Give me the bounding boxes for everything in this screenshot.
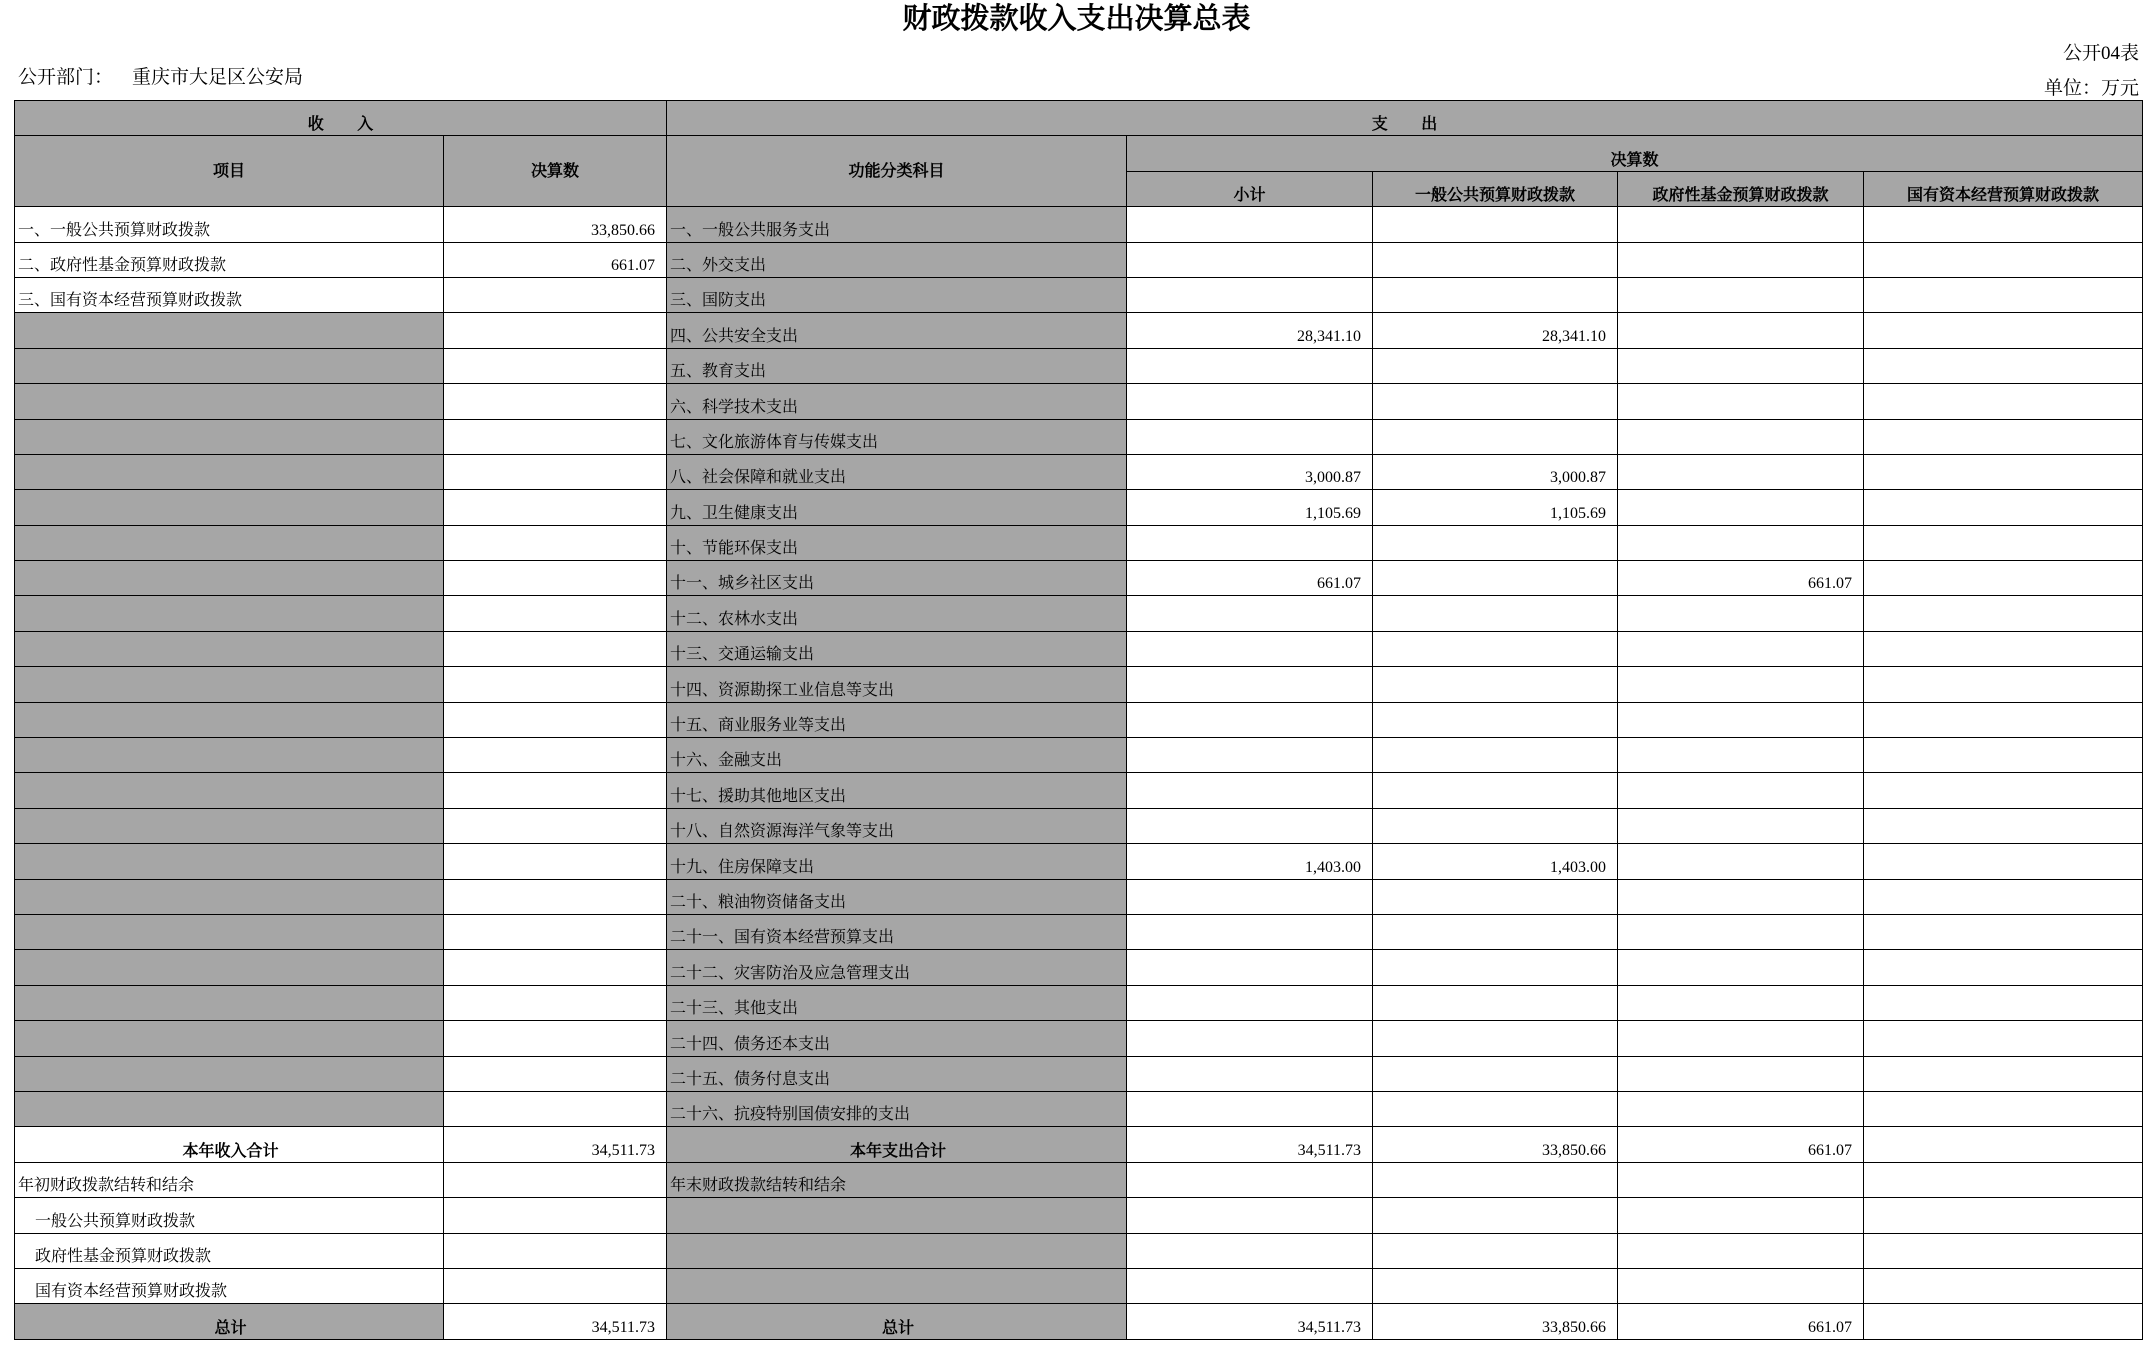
income-item-cell: [15, 844, 444, 879]
subtotal-cell: [1127, 1162, 1373, 1197]
state-capital-cell: [1864, 808, 2143, 843]
income-item-cell: [15, 631, 444, 666]
subtotal-cell: [1127, 207, 1373, 242]
gov-fund-cell: [1618, 773, 1864, 808]
income-item-cell: 年初财政拨款结转和结余: [15, 1162, 444, 1197]
expense-item-cell: 十五、商业服务业等支出: [667, 702, 1127, 737]
gov-fund-cell: [1618, 348, 1864, 383]
table-row: [15, 348, 2143, 383]
expense-item-cell: 八、社会保障和就业支出: [667, 454, 1127, 489]
expense-item-cell: 十七、援助其他地区支出: [667, 773, 1127, 808]
table-row: [15, 277, 2143, 312]
gov-fund-cell: 661.07: [1618, 1127, 1864, 1162]
expense-item-cell: 二、外交支出: [667, 242, 1127, 277]
state-capital-cell: [1864, 1304, 2143, 1339]
expense-item-cell: [667, 1198, 1127, 1233]
state-capital-cell: [1864, 1021, 2143, 1056]
income-amount-cell: [444, 1162, 667, 1197]
subtotal-cell: [1127, 384, 1373, 419]
income-item-cell: [15, 738, 444, 773]
income-amount-cell: [444, 844, 667, 879]
income-item-cell: [15, 1091, 444, 1126]
general-budget-cell: [1373, 1091, 1618, 1126]
subtotal-cell: 34,511.73: [1127, 1304, 1373, 1339]
income-item-cell: [15, 808, 444, 843]
table-row: [15, 561, 2143, 596]
gov-fund-cell: [1618, 738, 1864, 773]
general-budget-cell: 28,341.10: [1373, 313, 1618, 348]
income-item-cell: [15, 879, 444, 914]
general-budget-cell: [1373, 879, 1618, 914]
gov-fund-cell: [1618, 844, 1864, 879]
subtotal-cell: [1127, 596, 1373, 631]
expense-item-cell: 十九、住房保障支出: [667, 844, 1127, 879]
table-row: [15, 207, 2143, 242]
income-item-cell: 三、国有资本经营预算财政拨款: [15, 277, 444, 312]
state-capital-cell: [1864, 1127, 2143, 1162]
gov-fund-cell: [1618, 808, 1864, 843]
state-capital-cell: [1864, 313, 2143, 348]
subtotal-cell: [1127, 277, 1373, 312]
subtotal-cell: [1127, 1198, 1373, 1233]
subtotal-cell: [1127, 950, 1373, 985]
expense-item-cell: 十六、金融支出: [667, 738, 1127, 773]
gov-fund-cell: [1618, 914, 1864, 949]
general-budget-cell: [1373, 1233, 1618, 1268]
general-budget-cell: [1373, 738, 1618, 773]
state-capital-cell: [1864, 844, 2143, 879]
income-amount-cell: [444, 1021, 667, 1056]
final-accounts-header: 决算数: [1127, 136, 2143, 171]
table-header: [15, 101, 2143, 207]
table-row: [15, 808, 2143, 843]
table-row: [15, 454, 2143, 489]
income-item-cell: 一般公共预算财政拨款: [15, 1198, 444, 1233]
income-group-header: 收 入: [15, 101, 667, 136]
state-capital-cell: [1864, 419, 2143, 454]
state-capital-cell: [1864, 277, 2143, 312]
income-amount-cell: [444, 914, 667, 949]
general-budget-cell: 3,000.87: [1373, 454, 1618, 489]
table-row: [15, 490, 2143, 525]
expense-item-cell: 二十六、抗疫特别国债安排的支出: [667, 1091, 1127, 1126]
gov-fund-cell: 661.07: [1618, 561, 1864, 596]
expense-item-cell: 本年支出合计: [667, 1127, 1127, 1162]
general-budget-cell: [1373, 950, 1618, 985]
gov-fund-cell: [1618, 1268, 1864, 1303]
expense-item-cell: 二十一、国有资本经营预算支出: [667, 914, 1127, 949]
general-budget-cell: [1373, 561, 1618, 596]
income-item-cell: [15, 313, 444, 348]
expense-item-cell: 十二、农林水支出: [667, 596, 1127, 631]
general-budget-cell: 1,105.69: [1373, 490, 1618, 525]
state-capital-cell: [1864, 773, 2143, 808]
income-amount-cell: [444, 525, 667, 560]
subtotal-cell: 661.07: [1127, 561, 1373, 596]
state-capital-cell: [1864, 1091, 2143, 1126]
expense-item-cell: 五、教育支出: [667, 348, 1127, 383]
income-amount-cell: [444, 561, 667, 596]
expense-item-cell: 一、一般公共服务支出: [667, 207, 1127, 242]
income-amount-cell: 661.07: [444, 242, 667, 277]
income-item-cell: [15, 950, 444, 985]
table-row: [15, 667, 2143, 702]
expense-item-cell: 二十二、灾害防治及应急管理支出: [667, 950, 1127, 985]
income-item-cell: [15, 702, 444, 737]
subtotal-cell: 1,105.69: [1127, 490, 1373, 525]
income-item-cell: [15, 490, 444, 525]
income-item-cell: [15, 985, 444, 1020]
subtotal-cell: [1127, 1268, 1373, 1303]
income-item-cell: 一、一般公共预算财政拨款: [15, 207, 444, 242]
general-budget-cell: [1373, 773, 1618, 808]
gov-fund-cell: [1618, 525, 1864, 560]
subtotal-cell: 3,000.87: [1127, 454, 1373, 489]
expense-item-cell: 总计: [667, 1304, 1127, 1339]
income-amount-cell: 33,850.66: [444, 207, 667, 242]
income-amount-cell: [444, 879, 667, 914]
table-row: [15, 419, 2143, 454]
income-item-cell: 二、政府性基金预算财政拨款: [15, 242, 444, 277]
expense-item-cell: 九、卫生健康支出: [667, 490, 1127, 525]
general-budget-cell: [1373, 985, 1618, 1020]
general-budget-cell: 33,850.66: [1373, 1304, 1618, 1339]
general-budget-cell: [1373, 702, 1618, 737]
table-row: [15, 1268, 2143, 1303]
income-amount-cell: [444, 631, 667, 666]
gov-fund-cell: 661.07: [1618, 1304, 1864, 1339]
subtotal-cell: 1,403.00: [1127, 844, 1373, 879]
income-amount-cell: [444, 773, 667, 808]
state-capital-cell: [1864, 879, 2143, 914]
gov-fund-cell: [1618, 384, 1864, 419]
state-capital-cell: [1864, 242, 2143, 277]
general-budget-cell: [1373, 525, 1618, 560]
gov-fund-cell: [1618, 631, 1864, 666]
gov-fund-cell: [1618, 313, 1864, 348]
table-row: [15, 1127, 2143, 1162]
income-amount-cell: [444, 702, 667, 737]
expense-item-cell: 二十、粮油物资储备支出: [667, 879, 1127, 914]
income-item-cell: 总计: [15, 1304, 444, 1339]
gov-fund-cell: [1618, 1056, 1864, 1091]
table-row: [15, 844, 2143, 879]
income-item-cell: 政府性基金预算财政拨款: [15, 1233, 444, 1268]
table-row: [15, 1304, 2143, 1339]
gov-fund-cell: [1618, 1162, 1864, 1197]
gov-fund-cell: [1618, 454, 1864, 489]
table-row: [15, 1162, 2143, 1197]
page-title: 财政拨款收入支出决算总表: [902, 1, 1251, 35]
subtotal-cell: [1127, 808, 1373, 843]
income-amount-cell: [444, 667, 667, 702]
subtotal-cell: [1127, 738, 1373, 773]
expense-item-cell: 三、国防支出: [667, 277, 1127, 312]
income-item-header: 项目: [15, 136, 444, 207]
income-amount-cell: [444, 454, 667, 489]
expense-item-cell: 四、公共安全支出: [667, 313, 1127, 348]
table-body: [15, 207, 2143, 1340]
subtotal-cell: [1127, 348, 1373, 383]
income-item-cell: [15, 561, 444, 596]
gov-fund-cell: [1618, 490, 1864, 525]
subtotal-cell: 28,341.10: [1127, 313, 1373, 348]
table-row: [15, 631, 2143, 666]
expense-item-cell: [667, 1268, 1127, 1303]
gov-fund-cell: [1618, 207, 1864, 242]
appropriation-summary-table: [14, 100, 2143, 1340]
gov-fund-header: 政府性基金预算财政拨款: [1618, 171, 1864, 206]
subtotal-cell: [1127, 1091, 1373, 1126]
state-capital-cell: [1864, 207, 2143, 242]
state-capital-cell: [1864, 1268, 2143, 1303]
income-amount-cell: [444, 1233, 667, 1268]
income-amount-cell: [444, 1056, 667, 1091]
table-row: [15, 596, 2143, 631]
expense-item-cell: 年末财政拨款结转和结余: [667, 1162, 1127, 1197]
subtotal-cell: [1127, 242, 1373, 277]
table-row: [15, 702, 2143, 737]
subtotal-cell: [1127, 667, 1373, 702]
general-budget-cell: [1373, 914, 1618, 949]
state-capital-cell: [1864, 490, 2143, 525]
general-budget-cell: [1373, 1198, 1618, 1233]
table-row: [15, 384, 2143, 419]
gov-fund-cell: [1618, 879, 1864, 914]
state-capital-cell: [1864, 1162, 2143, 1197]
subtotal-cell: [1127, 914, 1373, 949]
gov-fund-cell: [1618, 1233, 1864, 1268]
department-label: 公开部门：: [18, 67, 114, 88]
income-amount-cell: [444, 808, 667, 843]
state-capital-cell: [1864, 384, 2143, 419]
income-amount-cell: [444, 738, 667, 773]
income-item-cell: [15, 348, 444, 383]
table-row: [15, 1091, 2143, 1126]
state-capital-cell: [1864, 702, 2143, 737]
general-budget-cell: [1373, 207, 1618, 242]
gov-fund-cell: [1618, 596, 1864, 631]
income-item-cell: [15, 1021, 444, 1056]
general-budget-cell: [1373, 667, 1618, 702]
expense-item-cell: 十三、交通运输支出: [667, 631, 1127, 666]
income-item-cell: [15, 384, 444, 419]
expenditure-group-header: 支 出: [667, 101, 2143, 136]
table-row: [15, 879, 2143, 914]
header-row: [15, 101, 2143, 136]
expense-item-cell: 二十五、债务付息支出: [667, 1056, 1127, 1091]
table-row: [15, 738, 2143, 773]
table-row: [15, 313, 2143, 348]
income-amount-header: 决算数: [444, 136, 667, 207]
state-capital-cell: [1864, 525, 2143, 560]
subtotal-cell: [1127, 702, 1373, 737]
table-row: [15, 1198, 2143, 1233]
general-budget-cell: [1373, 277, 1618, 312]
table-row: [15, 914, 2143, 949]
expense-item-cell: 六、科学技术支出: [667, 384, 1127, 419]
general-budget-cell: [1373, 808, 1618, 843]
general-budget-cell: 33,850.66: [1373, 1127, 1618, 1162]
income-item-cell: [15, 914, 444, 949]
table-number: 公开04表: [2062, 43, 2139, 64]
general-budget-cell: [1373, 1056, 1618, 1091]
table-row: [15, 773, 2143, 808]
income-amount-cell: [444, 277, 667, 312]
general-budget-cell: [1373, 1021, 1618, 1056]
subtotal-cell: [1127, 773, 1373, 808]
general-budget-cell: [1373, 348, 1618, 383]
subtotal-cell: [1127, 1056, 1373, 1091]
state-capital-cell: [1864, 985, 2143, 1020]
state-capital-cell: [1864, 914, 2143, 949]
gov-fund-cell: [1618, 1198, 1864, 1233]
general-budget-cell: [1373, 1268, 1618, 1303]
subtotal-cell: [1127, 1233, 1373, 1268]
expense-item-cell: 十四、资源勘探工业信息等支出: [667, 667, 1127, 702]
income-item-cell: 国有资本经营预算财政拨款: [15, 1268, 444, 1303]
income-item-cell: [15, 1056, 444, 1091]
subtotal-cell: [1127, 1021, 1373, 1056]
income-amount-cell: [444, 1198, 667, 1233]
income-item-cell: [15, 419, 444, 454]
gov-fund-cell: [1618, 702, 1864, 737]
table-row: [15, 985, 2143, 1020]
income-amount-cell: [444, 950, 667, 985]
state-capital-cell: [1864, 1233, 2143, 1268]
income-item-cell: [15, 525, 444, 560]
income-amount-cell: [444, 1091, 667, 1126]
subtotal-cell: [1127, 419, 1373, 454]
subtotal-header: 小计: [1127, 171, 1373, 206]
income-item-cell: [15, 773, 444, 808]
state-capital-cell: [1864, 348, 2143, 383]
state-capital-cell: [1864, 1056, 2143, 1091]
expense-item-cell: 十八、自然资源海洋气象等支出: [667, 808, 1127, 843]
income-amount-cell: [444, 384, 667, 419]
gov-fund-cell: [1618, 950, 1864, 985]
state-capital-cell: [1864, 596, 2143, 631]
income-item-cell: 本年收入合计: [15, 1127, 444, 1162]
general-budget-cell: [1373, 384, 1618, 419]
income-item-cell: [15, 596, 444, 631]
expense-item-cell: 二十四、债务还本支出: [667, 1021, 1127, 1056]
gov-fund-cell: [1618, 419, 1864, 454]
income-amount-cell: [444, 313, 667, 348]
unit-label: 单位：万元: [2043, 78, 2139, 99]
state-capital-cell: [1864, 631, 2143, 666]
header-row: [15, 136, 2143, 171]
expense-item-cell: 十一、城乡社区支出: [667, 561, 1127, 596]
expense-item-header: 功能分类科目: [667, 136, 1127, 207]
income-amount-cell: [444, 985, 667, 1020]
gov-fund-cell: [1618, 985, 1864, 1020]
income-amount-cell: [444, 596, 667, 631]
general-budget-header: 一般公共预算财政拨款: [1373, 171, 1618, 206]
state-capital-cell: [1864, 667, 2143, 702]
income-amount-cell: [444, 348, 667, 383]
general-budget-cell: [1373, 1162, 1618, 1197]
table-row: [15, 525, 2143, 560]
state-capital-cell: [1864, 1198, 2143, 1233]
expense-item-cell: 二十三、其他支出: [667, 985, 1127, 1020]
income-amount-cell: [444, 419, 667, 454]
general-budget-cell: [1373, 596, 1618, 631]
state-capital-header: 国有资本经营预算财政拨款: [1864, 171, 2143, 206]
income-amount-cell: [444, 490, 667, 525]
table-row: [15, 1021, 2143, 1056]
income-amount-cell: 34,511.73: [444, 1127, 667, 1162]
subtotal-cell: [1127, 879, 1373, 914]
gov-fund-cell: [1618, 242, 1864, 277]
gov-fund-cell: [1618, 667, 1864, 702]
general-budget-cell: [1373, 242, 1618, 277]
expense-item-cell: [667, 1233, 1127, 1268]
income-item-cell: [15, 667, 444, 702]
table-row: [15, 242, 2143, 277]
gov-fund-cell: [1618, 1021, 1864, 1056]
state-capital-cell: [1864, 950, 2143, 985]
income-item-cell: [15, 454, 444, 489]
general-budget-cell: 1,403.00: [1373, 844, 1618, 879]
expense-item-cell: 十、节能环保支出: [667, 525, 1127, 560]
gov-fund-cell: [1618, 277, 1864, 312]
table-row: [15, 1056, 2143, 1091]
table-row: [15, 1233, 2143, 1268]
general-budget-cell: [1373, 419, 1618, 454]
department-name: 重庆市大足区公安局: [132, 67, 304, 88]
state-capital-cell: [1864, 561, 2143, 596]
subtotal-cell: [1127, 985, 1373, 1020]
gov-fund-cell: [1618, 1091, 1864, 1126]
subtotal-cell: [1127, 525, 1373, 560]
state-capital-cell: [1864, 738, 2143, 773]
income-amount-cell: 34,511.73: [444, 1304, 667, 1339]
general-budget-cell: [1373, 631, 1618, 666]
subtotal-cell: [1127, 631, 1373, 666]
state-capital-cell: [1864, 454, 2143, 489]
income-amount-cell: [444, 1268, 667, 1303]
subtotal-cell: 34,511.73: [1127, 1127, 1373, 1162]
expense-item-cell: 七、文化旅游体育与传媒支出: [667, 419, 1127, 454]
table-row: [15, 950, 2143, 985]
